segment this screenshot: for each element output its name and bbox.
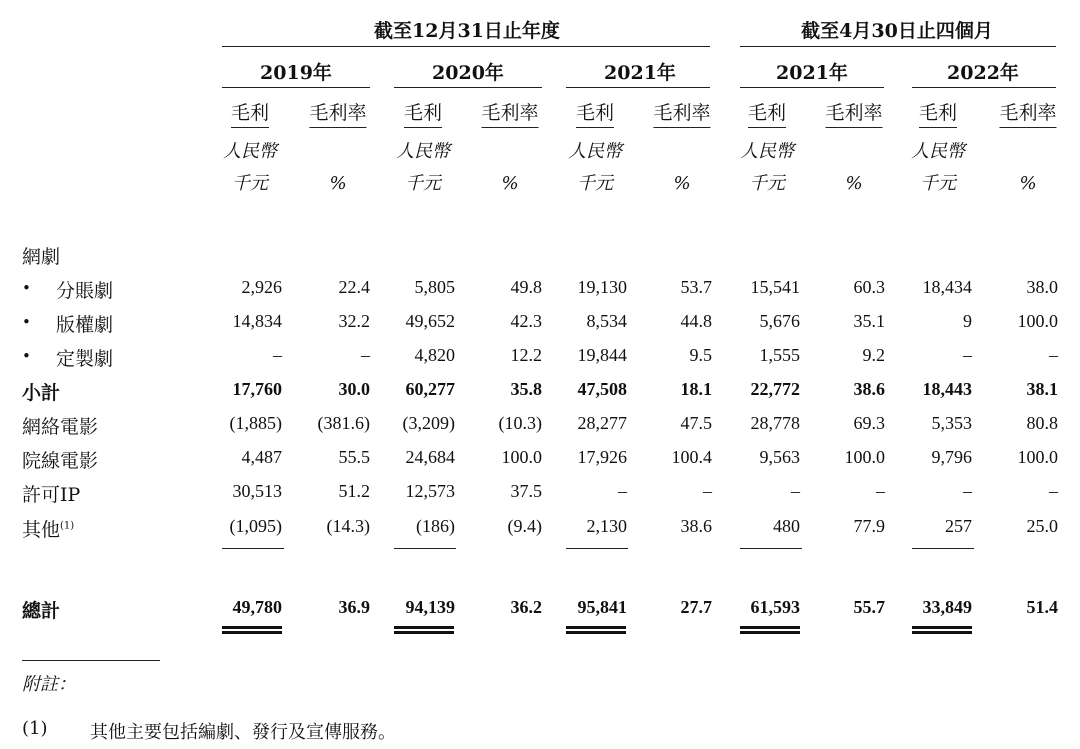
total-cell: 36.2	[510, 597, 542, 617]
period-header-four-months: 截至4月30日止四個月	[801, 20, 993, 42]
year-header-2020: 2020年	[432, 62, 504, 84]
year-header-2019: 2019年	[260, 62, 332, 84]
col-gross-profit-2022-4m: 毛利	[919, 98, 957, 128]
table-cell: (381.6)	[317, 413, 370, 433]
table-cell: (1,885)	[229, 413, 282, 433]
year-header-2022-four-months: 2022年	[947, 62, 1019, 84]
unit-percent: %	[673, 173, 691, 194]
year-header-2021-four-months: 2021年	[776, 62, 848, 84]
table-cell: 9.2	[862, 345, 885, 365]
row-label	[56, 276, 113, 303]
table-cell: 9,796	[931, 447, 972, 467]
table-cell: 2,926	[241, 277, 282, 297]
unit-percent: %	[845, 173, 863, 194]
unit-rmb-thousands: 人民幣 千元	[740, 141, 794, 194]
table-cell: 8,534	[586, 311, 627, 331]
table-cell: –	[1049, 345, 1058, 365]
row-bullet: •	[22, 313, 31, 331]
table-cell: (3,209)	[402, 413, 455, 433]
note-text: 其他主要包括編劇、發行及宣傳服務。	[90, 722, 396, 743]
table-cell: 19,130	[577, 277, 627, 297]
total-cell: 94,139	[405, 597, 455, 617]
table-cell: 9.5	[689, 345, 712, 365]
table-cell: 14,834	[232, 311, 282, 331]
subtotal-rule-2022-4m	[912, 548, 974, 549]
table-cell: 77.9	[853, 516, 885, 536]
col-gross-profit-2021: 毛利	[576, 98, 614, 128]
col-gross-profit-2021-4m: 毛利	[748, 98, 786, 128]
table-cell: 49.8	[510, 277, 542, 297]
table-cell: 51.2	[338, 481, 370, 501]
total-label: 總計	[22, 600, 61, 622]
year-rule-2021	[566, 87, 710, 88]
section-label-web-drama: 網劇	[22, 246, 61, 268]
table-cell: 18.1	[680, 379, 712, 399]
table-cell: 12,573	[405, 481, 455, 501]
table-cell: 55.5	[338, 447, 370, 467]
table-cell: 47,508	[577, 379, 627, 399]
table-cell: 38.6	[853, 379, 885, 399]
total-cell: 55.7	[853, 597, 885, 617]
row-label-text: 小計	[22, 382, 61, 404]
table-cell: 18,434	[922, 277, 972, 297]
table-cell: 100.0	[1017, 447, 1058, 467]
table-cell: –	[703, 481, 712, 501]
table-cell: 5,676	[759, 311, 800, 331]
table-cell: 17,926	[577, 447, 627, 467]
total-cell: 36.9	[338, 597, 370, 617]
subtotal-rule-2021-4m	[740, 548, 802, 549]
table-cell: –	[963, 345, 972, 365]
table-cell: (1,095)	[229, 516, 282, 536]
table-cell: 24,684	[405, 447, 455, 467]
table-cell: 30.0	[338, 379, 370, 399]
row-label	[22, 515, 74, 542]
subtotal-rule-2020	[394, 548, 456, 549]
row-label	[22, 378, 60, 405]
table-cell: 38.1	[1026, 379, 1058, 399]
total-double-rule-2022-4m	[912, 626, 972, 634]
unit-rmb-thousands: 人民幣 千元	[223, 141, 277, 194]
total-cell: 27.7	[680, 597, 712, 617]
table-cell: (10.3)	[498, 413, 542, 433]
table-cell: 17,760	[232, 379, 282, 399]
table-cell: 5,353	[931, 413, 972, 433]
table-cell: 28,778	[750, 413, 800, 433]
table-cell: 9	[963, 311, 972, 331]
table-cell: 100.0	[1017, 311, 1058, 331]
table-cell: (9.4)	[507, 516, 542, 536]
table-cell: –	[273, 345, 282, 365]
row-bullet: •	[22, 347, 31, 365]
year-rule-2021-four-months	[740, 87, 884, 88]
col-gross-margin-2022-4m: 毛利率	[999, 98, 1056, 128]
table-cell: –	[963, 481, 972, 501]
unit-percent: %	[329, 173, 347, 194]
table-cell: 38.6	[680, 516, 712, 536]
table-cell: 42.3	[510, 311, 542, 331]
table-cell: 22,772	[750, 379, 800, 399]
table-cell: 4,820	[414, 345, 455, 365]
period-rule-four-months	[740, 46, 1056, 47]
notes-heading: 附註：	[22, 674, 76, 695]
col-gross-profit-2020: 毛利	[404, 98, 442, 128]
row-label	[56, 344, 113, 371]
row-label-text: 定製劇	[56, 348, 114, 370]
table-cell: 60.3	[853, 277, 885, 297]
col-gross-margin-2021: 毛利率	[653, 98, 710, 128]
note-marker: (1)	[22, 718, 48, 739]
row-label	[56, 310, 113, 337]
total-cell: 51.4	[1026, 597, 1058, 617]
table-cell: 30,513	[232, 481, 282, 501]
table-cell: 100.0	[844, 447, 885, 467]
unit-rmb-thousands: 人民幣 千元	[396, 141, 450, 194]
total-cell: 95,841	[577, 597, 627, 617]
total-double-rule-2021-4m	[740, 626, 800, 634]
row-label	[22, 412, 98, 439]
total-double-rule-2021	[566, 626, 626, 634]
row-label-text: 網絡電影	[22, 416, 99, 438]
period-rule-year-end	[222, 46, 710, 47]
table-cell: 100.0	[501, 447, 542, 467]
table-cell: 19,844	[577, 345, 627, 365]
table-cell: 22.4	[338, 277, 370, 297]
unit-rmb-thousands: 人民幣 千元	[568, 141, 622, 194]
table-cell: 38.0	[1026, 277, 1058, 297]
col-gross-margin-2020: 毛利率	[481, 98, 538, 128]
table-cell: 35.8	[510, 379, 542, 399]
table-cell: 1,555	[759, 345, 800, 365]
table-cell: (14.3)	[326, 516, 370, 536]
year-header-2021: 2021年	[604, 62, 676, 84]
year-rule-2019	[222, 87, 370, 88]
total-double-rule-2019	[222, 626, 282, 634]
table-cell: 25.0	[1026, 516, 1058, 536]
col-gross-margin-2019: 毛利率	[309, 98, 366, 128]
table-cell: 5,805	[414, 277, 455, 297]
row-label-text: 分賬劇	[56, 280, 114, 302]
year-rule-2022-four-months	[912, 87, 1056, 88]
table-cell: 15,541	[750, 277, 800, 297]
table-cell: 53.7	[680, 277, 712, 297]
table-cell: 32.2	[338, 311, 370, 331]
table-cell: 28,277	[577, 413, 627, 433]
col-gross-margin-2021-4m: 毛利率	[825, 98, 882, 128]
row-label	[22, 446, 98, 473]
table-cell: 480	[773, 516, 800, 536]
table-cell: 35.1	[853, 311, 885, 331]
table-cell: 44.8	[680, 311, 712, 331]
table-cell: 4,487	[241, 447, 282, 467]
table-cell: 257	[945, 516, 972, 536]
table-cell: 100.4	[671, 447, 712, 467]
row-label-text: 版權劇	[56, 314, 114, 336]
unit-rmb-thousands: 人民幣 千元	[911, 141, 965, 194]
table-cell: (186)	[416, 516, 455, 536]
total-cell: 49,780	[232, 597, 282, 617]
row-bullet: •	[22, 279, 31, 297]
notes-separator	[22, 660, 160, 661]
row-label	[22, 480, 80, 507]
table-cell: 69.3	[853, 413, 885, 433]
period-header-year-end: 截至12月31日止年度	[374, 20, 560, 42]
total-cell: 33,849	[922, 597, 972, 617]
table-cell: 37.5	[510, 481, 542, 501]
table-cell: 47.5	[680, 413, 712, 433]
subtotal-rule-2019	[222, 548, 284, 549]
total-double-rule-2020	[394, 626, 454, 634]
table-cell: –	[876, 481, 885, 501]
row-label-text: 許可IP	[22, 484, 81, 506]
table-cell: –	[361, 345, 370, 365]
unit-percent: %	[1019, 173, 1037, 194]
unit-percent: %	[501, 173, 519, 194]
row-label-text: 院線電影	[22, 450, 99, 472]
table-cell: 9,563	[759, 447, 800, 467]
row-label-text: 其他	[22, 519, 61, 541]
footnote-marker: (1)	[60, 520, 75, 532]
table-cell: 80.8	[1026, 413, 1058, 433]
table-cell: 49,652	[405, 311, 455, 331]
table-cell: –	[1049, 481, 1058, 501]
table-cell: 60,277	[405, 379, 455, 399]
total-cell: 61,593	[750, 597, 800, 617]
table-cell: –	[618, 481, 627, 501]
table-cell: 12.2	[510, 345, 542, 365]
subtotal-rule-2021	[566, 548, 628, 549]
table-cell: –	[791, 481, 800, 501]
table-cell: 2,130	[586, 516, 627, 536]
table-cell: 18,443	[922, 379, 972, 399]
year-rule-2020	[394, 87, 542, 88]
col-gross-profit-2019: 毛利	[231, 98, 269, 128]
